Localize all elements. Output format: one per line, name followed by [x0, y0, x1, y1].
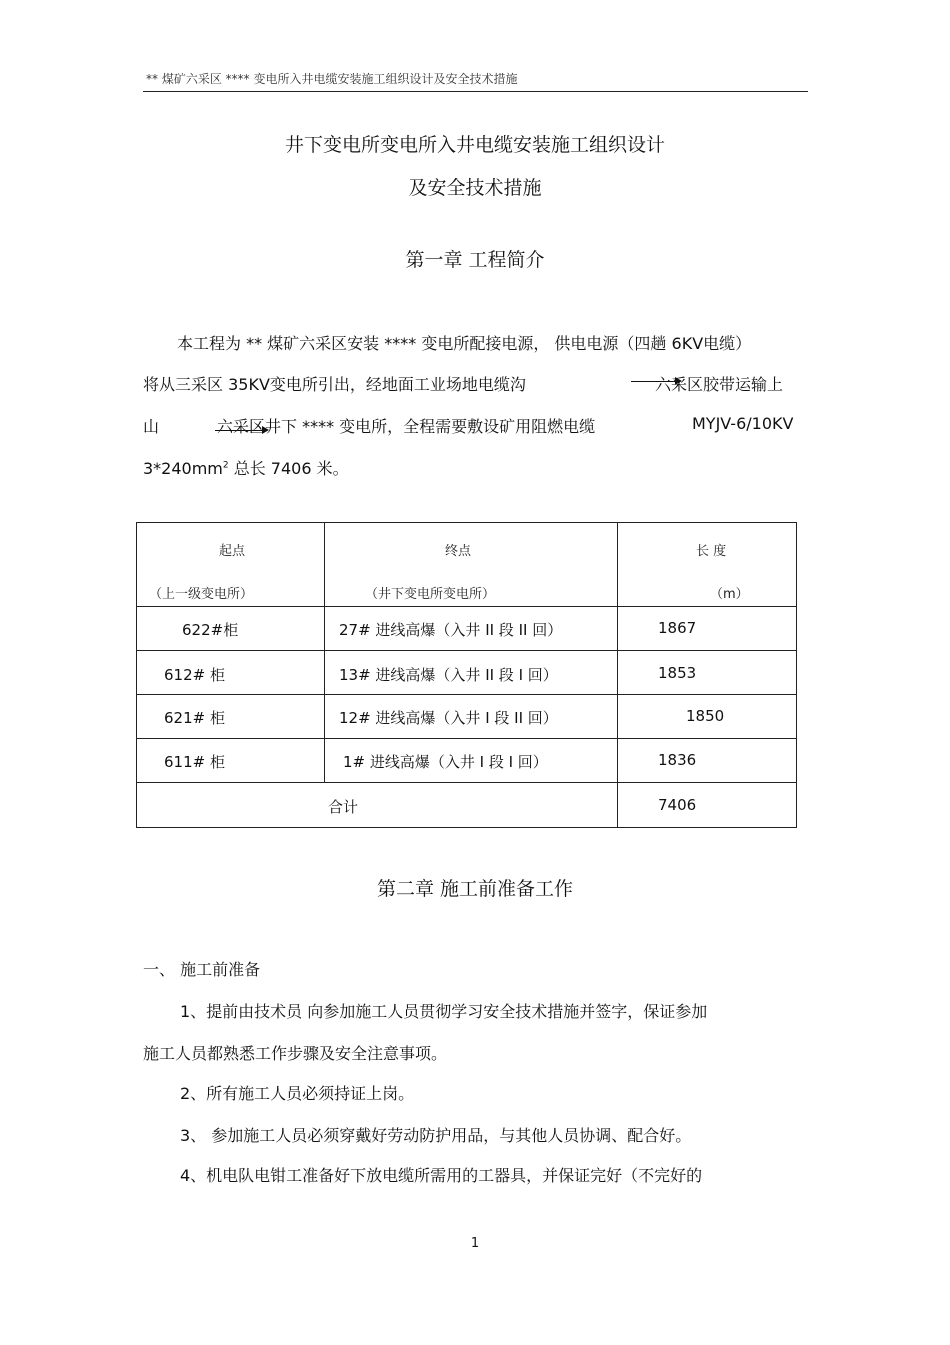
section1-heading: 一、 施工前准备 — [143, 960, 261, 979]
total-value: 7406 — [658, 796, 697, 814]
row-end-cell — [325, 651, 618, 695]
page-number: 1 — [470, 1236, 480, 1251]
section1-item1b: 施工人员都熟悉工作步骤及安全注意事项。 — [143, 1044, 448, 1063]
intro-line3a: 山 — [143, 417, 160, 436]
running-header: ** 煤矿六采区 **** 变电所入井电缆安装施工组织设计及安全技术措施 — [146, 72, 518, 86]
section1-item2: 2、所有施工人员必须持证上岗。 — [180, 1084, 415, 1103]
intro-line2a: 将从三采区 35KV变电所引出，经地面工业场地电缆沟 — [143, 375, 526, 394]
intro-line3c: MYJV-6/10KV — [692, 414, 794, 433]
section1-item4: 4、机电队电钳工准备好下放电缆所需用的工器具，并保证完好（不完好的 — [180, 1166, 703, 1185]
row-end: 1# 进线高爆（入井 I 段 I 回） — [343, 753, 548, 771]
row-length: 1836 — [658, 751, 697, 769]
table-total-row — [137, 783, 797, 828]
row-start: 622#柜 — [182, 621, 239, 639]
row-length-cell — [618, 607, 797, 651]
row-start: 612# 柜 — [164, 666, 225, 684]
cable-table — [136, 522, 797, 828]
row-end: 27# 进线高爆（入井 II 段 II 回） — [339, 621, 563, 639]
total-value-cell — [618, 783, 797, 828]
header-length-sub: （m） — [710, 587, 749, 602]
total-label: 合计 — [328, 798, 359, 816]
row-start: 611# 柜 — [164, 753, 225, 771]
row-length: 1850 — [686, 707, 725, 725]
header-start — [137, 523, 325, 607]
header-end-title: 终点 — [445, 544, 472, 559]
chapter2-heading: 第二章 施工前准备工作 — [376, 878, 574, 900]
row-length-cell — [618, 739, 797, 783]
table-row — [137, 739, 797, 783]
header-start-sub: （上一级变电所） — [149, 587, 254, 602]
row-start: 621# 柜 — [164, 709, 225, 727]
intro-line4 — [143, 456, 349, 479]
table-row — [137, 651, 797, 695]
intro-line2b: 六采区胶带运输上 — [655, 375, 784, 394]
document-title-line1: 井下变电所变电所入井电缆安装施工组织设计 — [284, 134, 665, 156]
table-row — [137, 607, 797, 651]
section1-item1a: 1、提前由技术员 向参加施工人员贯彻学习安全技术措施并签字，保证参加 — [180, 1002, 708, 1021]
table-row — [137, 695, 797, 739]
header-start-title: 起点 — [219, 544, 246, 559]
intro-line1: 本工程为 ** 煤矿六采区安装 **** 变电所配接电源， 供电电源（四趟 6KV电缆） — [177, 334, 752, 353]
row-start-cell — [137, 651, 325, 695]
total-label-cell — [137, 783, 618, 828]
row-end: 13# 进线高爆（入井 II 段 I 回） — [339, 666, 558, 684]
header-end-sub: （井下变电所变电所） — [365, 587, 496, 602]
header-divider — [143, 91, 808, 92]
header-length — [618, 523, 797, 607]
row-length-cell — [618, 651, 797, 695]
header-length-title: 长 度 — [696, 544, 727, 559]
row-length: 1867 — [658, 619, 697, 637]
chapter1-heading: 第一章 工程简介 — [405, 249, 545, 271]
row-start-cell — [137, 739, 325, 783]
superscript: 2 — [222, 460, 229, 471]
row-length-cell — [618, 695, 797, 739]
row-end-cell — [325, 695, 618, 739]
section1-item3: 3、 参加施工人员必须穿戴好劳动防护用品，与其他人员协调、配合好。 — [180, 1126, 692, 1145]
intro-line4b: 总长 7406 米。 — [228, 459, 349, 478]
row-length: 1853 — [658, 664, 697, 682]
document-title-line2: 及安全技术措施 — [408, 177, 542, 199]
row-end-cell — [325, 607, 618, 651]
table-header-row — [137, 523, 797, 607]
row-end-cell — [325, 739, 618, 783]
row-end: 12# 进线高爆（入井 I 段 II 回） — [339, 709, 558, 727]
row-start-cell — [137, 607, 325, 651]
intro-line4a: 3*240mm — [143, 459, 223, 478]
intro-line3b: 六采区井下 **** 变电所，全程需要敷设矿用阻燃电缆 — [217, 417, 596, 436]
row-start-cell — [137, 695, 325, 739]
header-end — [325, 523, 618, 607]
